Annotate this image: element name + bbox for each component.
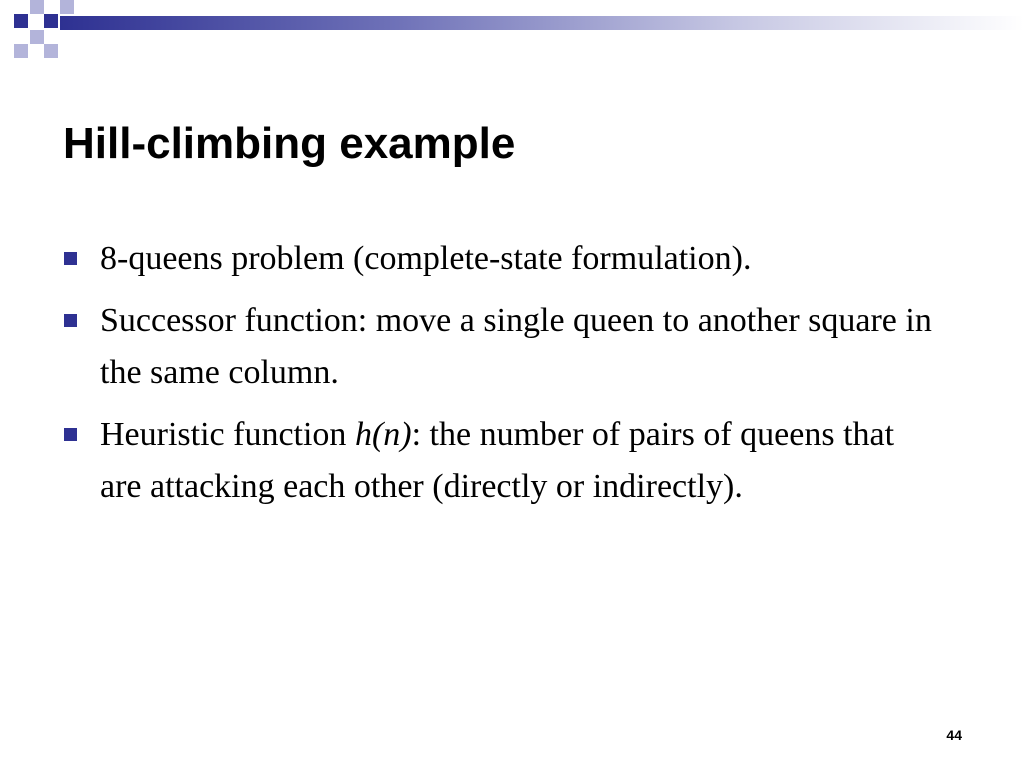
bullet-text-prefix: Heuristic function	[100, 416, 355, 453]
bullet-item	[64, 295, 944, 399]
decor-square	[60, 0, 74, 14]
bullet-text: Successor function: move a single queen to another square in the same column.	[100, 302, 932, 391]
square-bullet-icon	[64, 252, 77, 265]
decor-square	[44, 14, 58, 28]
decor-square	[44, 44, 58, 58]
bullet-list	[64, 233, 944, 523]
decor-square	[14, 14, 28, 28]
decor-square	[14, 44, 28, 58]
bullet-item	[64, 409, 944, 513]
bullet-math-expression: h(n)	[354, 416, 412, 453]
decor-square	[30, 30, 44, 44]
decor-square	[30, 0, 44, 14]
square-bullet-icon	[64, 314, 77, 327]
slide-number: 44	[946, 727, 962, 743]
square-bullet-icon	[64, 428, 77, 441]
slide-title: Hill-climbing example	[63, 119, 516, 168]
header-decoration	[0, 0, 1024, 64]
bullet-text-suffix: : the number of pairs of queens that are attacking each other (directly or indirectly).	[100, 416, 895, 505]
header-gradient-bar	[60, 16, 1024, 30]
bullet-text: 8-queens problem (complete-state formulation).	[100, 240, 752, 277]
bullet-item	[64, 233, 944, 285]
